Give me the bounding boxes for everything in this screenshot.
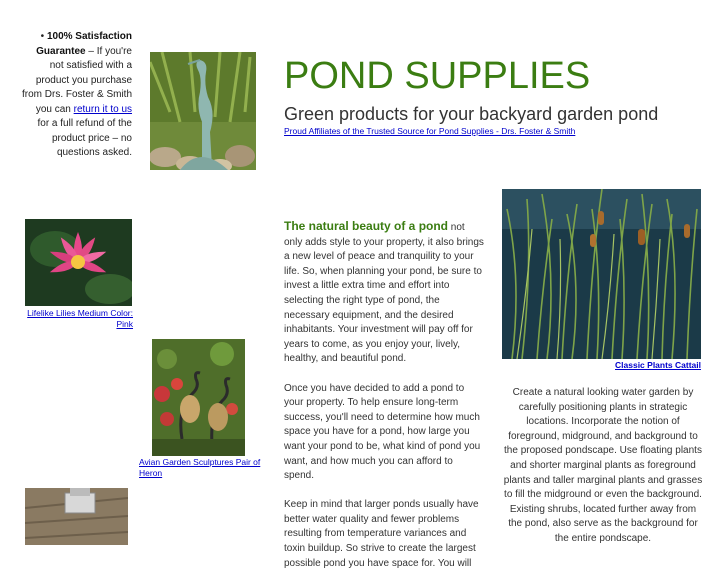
plant-positioning-text: Create a natural looking water garden by carefully positioning plants in strategic locations. Incorporate the notion of foreground, midground, and background to the proposed pondscape. Use floating plants and shorter marginal plants as foreground plants and taller marginal plants and grasses to fill the midground or even the background. Existing shrubs, located further away from the pond, also serve as the background for the entire pondscape. <box>503 387 703 544</box>
lily-image[interactable] <box>25 189 132 306</box>
guarantee-bullet: • <box>40 31 47 42</box>
product-pump <box>25 488 128 545</box>
guarantee-heading: 100% Satisfaction Guarantee <box>36 31 132 57</box>
heron-sculpture-image <box>150 52 256 170</box>
guarantee-text: – If you're not satisfied with a product you purchase from Drs. Foster & Smith you can <box>22 45 133 115</box>
cattail-product-link[interactable]: Classic Plants Cattail <box>615 360 701 370</box>
heron-pair-image[interactable] <box>152 339 245 456</box>
guarantee-text-end: for a full refund of the product price – no questions asked. <box>37 118 132 158</box>
page-subtitle: Green products for your backyard garden pond <box>284 104 659 124</box>
article-paragraph <box>284 219 484 367</box>
article-p1-text: not only adds style to your property, it also brings a new level of peace and tranquility to your life. So, when planning your pond, be sure to invest a little extra time and effort into selecting the right type of pond, the necessary equipment, and the desired inhabitants. Your investment will pay off for years to come, as you enjoy your, lively, healthy, and beautiful pond. <box>284 222 484 365</box>
satisfaction-guarantee <box>22 30 132 161</box>
product-lily <box>25 189 133 330</box>
pump-image[interactable] <box>25 488 128 545</box>
article-paragraph-3: Keep in mind that larger ponds usually have better water quality and fewer problems resulting from temperature variances and toxin buildup. So strive to create the largest possible pond you have space for. You will <box>284 499 479 569</box>
lily-product-link[interactable]: Lifelike Lilies Medium Color: Pink <box>27 308 133 329</box>
heron-pair-product-link[interactable]: Avian Garden Sculptures Pair of Heron <box>139 457 261 478</box>
article-paragraph-2: Once you have decided to add a pond to your property. To help ensure long-term success, you'll need to determine how much space you have for a pond, how large you want your pond to be, what kind of pond you want, and how much you can afford to spend. <box>284 382 481 482</box>
cattail-image[interactable] <box>502 189 701 359</box>
article-lead: The natural beauty of a pond <box>284 219 449 233</box>
affiliate-link[interactable]: Proud Affiliates of the Trusted Source for Pond Supplies - Drs. Foster & Smith <box>284 126 576 136</box>
main-article <box>284 219 484 586</box>
product-heron-pair <box>139 339 264 479</box>
page-title: POND SUPPLIES <box>284 55 591 97</box>
return-link[interactable]: return it to us <box>73 103 132 115</box>
